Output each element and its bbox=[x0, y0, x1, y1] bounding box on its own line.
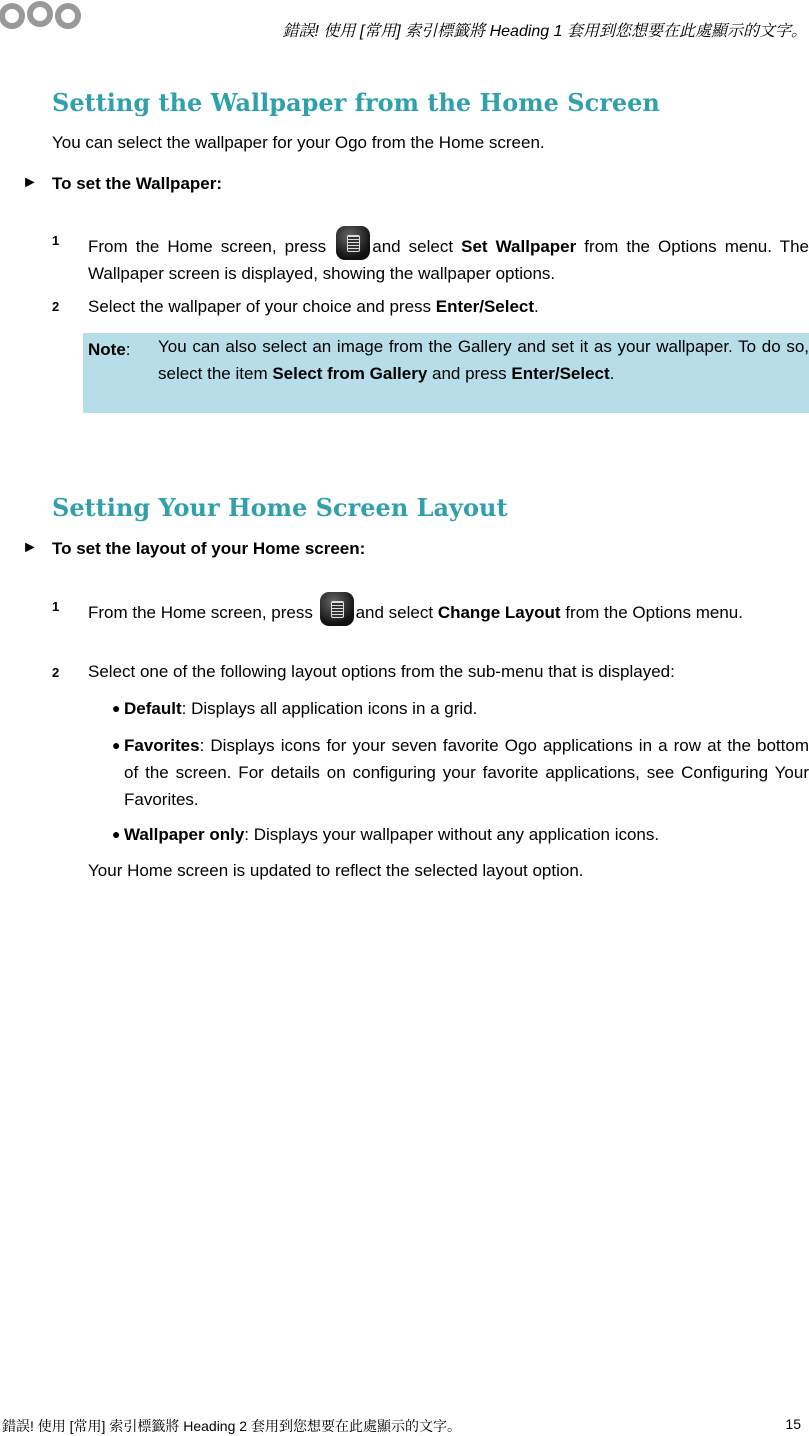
step-text: Select one of the following layout options from the sub-menu that is displayed: bbox=[88, 662, 675, 681]
intro-text: You can select the wallpaper for your Ogo from the Home screen. bbox=[52, 133, 545, 152]
bullet-icon: ● bbox=[112, 700, 121, 716]
step-number: 2 bbox=[52, 299, 60, 314]
step-text: From the Home screen, press and select Set Wallpaper from the Options menu. The Wallpaper screen is displayed, showing the wallpaper options. bbox=[88, 226, 809, 287]
bullet-item: Wallpaper only: Displays your wallpaper without any application icons. bbox=[124, 825, 660, 844]
bullet-item: Favorites: Displays icons for your seven favorite Ogo applications in a row at the bottom of the screen. For details on configuring your favorite applications, see Configuring Your Favorites. bbox=[124, 736, 809, 809]
section-heading: Setting Your Home Screen Layout bbox=[52, 493, 508, 522]
page-number: 15 bbox=[785, 1416, 801, 1432]
step-number: 2 bbox=[52, 665, 60, 680]
step-number: 1 bbox=[52, 599, 60, 614]
triangle-bullet-icon: ► bbox=[22, 539, 38, 556]
bullet-icon: ● bbox=[112, 737, 121, 753]
step-number: 1 bbox=[52, 233, 60, 248]
options-menu-button-icon bbox=[336, 226, 370, 260]
procedure-title: To set the layout of your Home screen: bbox=[52, 539, 366, 558]
options-menu-button-icon bbox=[320, 592, 354, 626]
bullet-icon: ● bbox=[112, 826, 121, 842]
ogo-logo bbox=[0, 0, 86, 36]
bullet-item: Default: Displays all application icons in a grid. bbox=[124, 699, 478, 718]
note-text: You can also select an image from the Gallery and set it as your wallpaper. To do so, select the item Select from Gallery and press Enter/Select. bbox=[158, 337, 809, 383]
procedure-title: To set the Wallpaper: bbox=[52, 174, 223, 193]
result-text: Your Home screen is updated to reflect the selected layout option. bbox=[88, 861, 584, 880]
section-heading: Setting the Wallpaper from the Home Screen bbox=[52, 88, 660, 117]
triangle-bullet-icon: ► bbox=[22, 174, 38, 191]
step-text: Select the wallpaper of your choice and press Enter/Select. bbox=[88, 297, 539, 316]
running-header: 錯誤! 使用 [常用] 索引標籤將 Heading 1 套用到您想要在此處顯示的文字。 bbox=[282, 23, 807, 40]
step-text: From the Home screen, press and select Change Layout from the Options menu. bbox=[88, 592, 809, 626]
note-box: Note: You can also select an image from the Gallery and set it as your wallpaper. To do so, select the item Select from Gallery and press Enter/Select. bbox=[83, 333, 809, 413]
running-footer: 錯誤! 使用 [常用] 索引標籤將 Heading 2 套用到您想要在此處顯示的文字。 bbox=[2, 1418, 461, 1434]
